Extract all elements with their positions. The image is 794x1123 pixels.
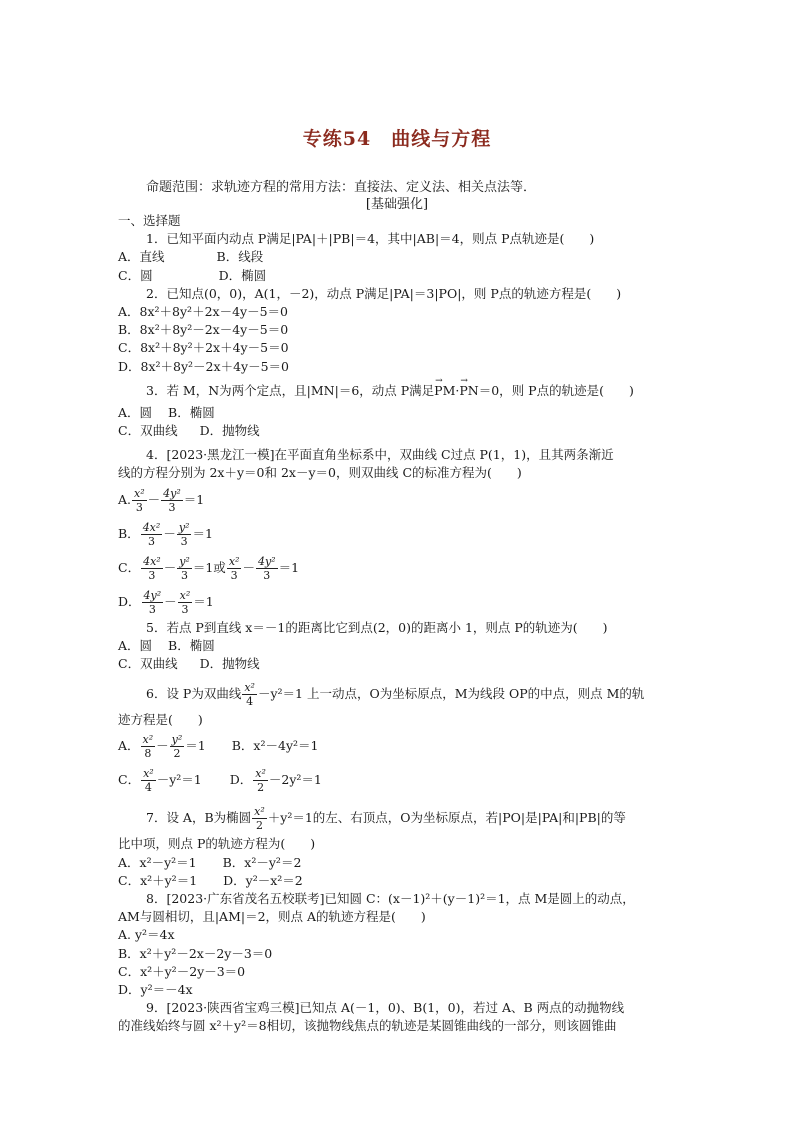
- q8-option-d: D．y²＝－4x: [118, 981, 193, 997]
- question-6-stem-line-1: 6．设 P为双曲线 $\frac{\text{x²}}{4}$ －y²＝1 上一动点，O为坐标原点，M为线段 OP的中点，则点 M的轨: [146, 681, 645, 709]
- question-6-options-cd: C． $\frac{\text{x²}}{4}$ －y²＝1 D． $\frac{\text{x²}}{2}$ －2y²＝1: [118, 767, 322, 795]
- question-3-stem: [118, 382, 678, 400]
- question-6-options-ab: A． $\frac{\text{x²}}{8}$ － $\frac{\text{y²}}{2}$ ＝1 B．x²－4y²＝1: [118, 733, 319, 761]
- question-3-options-ab: [118, 404, 678, 422]
- part-heading: 一、选择题: [118, 213, 181, 228]
- vector-pm: → PM: [434, 382, 455, 400]
- q7-option-b: B．x²－y²＝2: [222, 854, 302, 870]
- fraction: $\frac{\text{y²}}{2}$: [171, 733, 183, 761]
- question-5-stem: 5．若点 P到直线 x＝－1的距离比它到点(2，0)的距离小 1，则点 P的轨迹为( ): [146, 619, 608, 635]
- question-1-stem: 1．已知平面内动点 P满足|PA|＋|PB|＝4，其中|AB|＝4，则点 P点轨迹是( ): [146, 231, 595, 247]
- q7-option-a: A．x²－y²＝1: [118, 854, 197, 870]
- question-3-options-cd: [118, 422, 678, 440]
- q5-option-a: A．圆: [118, 637, 153, 653]
- fraction: $\frac{\text{x²}}{4}$: [244, 681, 255, 709]
- q6-option-b: B．x²－4y²＝1: [231, 738, 319, 754]
- question-7-options-ab: [118, 854, 678, 872]
- q2-option-d: D．8x²＋8y²－2x＋4y－5＝0: [118, 358, 289, 374]
- q6-option-d-label: D．: [229, 772, 253, 788]
- q2-option-b: B．8x²＋8y²－2x－4y－5＝0: [118, 322, 289, 338]
- question-4-stem-line-1: 4．[2023·黑龙江一模]在平面直角坐标系中，双曲线 C过点 P(1，1)，且其两条渐近: [146, 447, 614, 463]
- fraction: $\frac{\text{4x²}}{3}$: [142, 520, 161, 548]
- fraction: $\frac{\text{4y²}}{3}$: [163, 486, 181, 514]
- q2-option-c: C．8x²＋8y²＋2x＋4y－5＝0: [118, 340, 289, 356]
- q4-option-b-label: B．: [118, 525, 140, 541]
- q1-option-b: B．线段: [216, 249, 264, 265]
- question-7-options-cd: [118, 872, 678, 890]
- q8-option-c: C．x²＋y²－2y－3＝0: [118, 963, 246, 979]
- question-list: [118, 212, 678, 1035]
- q3-option-d: D．抛物线: [199, 423, 260, 439]
- question-4-stem-line-2: 线的方程分别为 2x＋y＝0和 2x－y＝0，则双曲线 C的标准方程为( ): [118, 465, 522, 481]
- q3-option-b: B．椭圆: [168, 404, 215, 420]
- fraction: $\frac{\text{x²}}{3}$: [228, 554, 240, 582]
- question-9-stem-line-2: 的准线始终与圆 x²＋y²＝8相切，该抛物线焦点的轨迹是某圆锥曲线的一部分，则该圆锥曲: [118, 1018, 617, 1034]
- q4-option-a-label: A.: [118, 491, 132, 507]
- fraction: $\frac{\text{y²}}{3}$: [178, 520, 190, 548]
- q1-option-d: D．椭圆: [218, 267, 267, 283]
- question-8-stem-line-1: 8．[2023·广东省茂名五校联考]已知圆 C：(x－1)²＋(y－1)²＝1，点 M是圆上的动点，: [146, 890, 635, 906]
- fraction: $\frac{\text{x²}}{2}$: [255, 767, 266, 795]
- question-2-stem: 2．已知点(0，0)，A(1，－2)，动点 P满足|PA|＝3|PO|，则 P点的轨迹方程是( ): [146, 285, 622, 301]
- q6-option-c-label: C．: [118, 772, 141, 788]
- question-7-stem-line-1: 7．设 A，B为椭圆 $\frac{\text{x²}}{2}$ ＋y²＝1的左、右顶点，O为坐标原点，若|PO|是|PA|和|PB|的等: [146, 805, 626, 833]
- fraction: $\frac{\text{y²}}{3}$: [179, 554, 190, 582]
- q4-option-b: B． $\frac{\text{4x²}}{3}$ － $\frac{\text{y²}}{3}$ ＝1: [118, 520, 213, 548]
- q7-option-d: D．y²－x²＝2: [223, 872, 303, 888]
- fraction: $\frac{\text{x²}}{4}$: [143, 767, 154, 795]
- q2-option-a: A．8x²＋8y²＋2x－4y－5＝0: [118, 303, 288, 319]
- section-label: [基础强化]: [365, 197, 429, 212]
- fraction: $\frac{\text{4y²}}{3}$: [257, 554, 276, 582]
- q5-option-b: B．椭圆: [168, 637, 215, 653]
- vector-pn: → PN: [459, 382, 478, 400]
- q5-option-c: C．双曲线: [118, 656, 178, 671]
- fraction: $\frac{\text{x²}}{3}$: [179, 588, 191, 616]
- q4-option-c: C． $\frac{\text{4x²}}{3}$ － $\frac{\text{y²}}{3}$ ＝1或 $\frac{\text{x²}}{3}$ － $\frac{\text{4y²}}{3}$ ＝1: [118, 554, 300, 582]
- q4-option-a: A. $\frac{\text{x²}}{3}$ － $\frac{\text{4y²}}{3}$ ＝1: [118, 486, 205, 514]
- q1-option-a: A．直线: [118, 249, 165, 265]
- q3-stem-part-a: 3．若 M，N为两个定点，且|MN|＝6，动点 P满足: [146, 382, 435, 398]
- fraction: $\frac{\text{x²}}{3}$: [134, 486, 145, 514]
- q3-stem-part-b: ＝0，则 P点的轨迹是( ): [478, 382, 634, 398]
- q3-option-c: C．双曲线: [118, 423, 178, 439]
- fraction: $\frac{\text{4y²}}{3}$: [143, 588, 162, 616]
- q4-option-d: D． $\frac{\text{4y²}}{3}$ － $\frac{\text{x²}}{3}$ ＝1: [118, 588, 214, 616]
- scope-statement: 命题范围：求轨迹方程的常用方法：直接法、定义法、相关点法等．: [146, 180, 537, 195]
- dot-product-symbol: ·: [455, 382, 460, 398]
- question-5-options-ab: [118, 637, 678, 655]
- q8-option-b: B．x²＋y²－2x－2y－3＝0: [118, 945, 273, 961]
- question-1-options-cd: [118, 267, 678, 285]
- question-5-options-cd: [118, 655, 678, 673]
- fraction: $\frac{\text{x²}}{2}$: [254, 805, 265, 833]
- q4-option-c-label: C．: [118, 559, 141, 575]
- q5-option-d: D．抛物线: [199, 656, 260, 671]
- question-9-stem-line-1: 9．[2023·陕西省宝鸡三模]已知点 A(－1，0)、B(1，0)，若过 A、B 两点的动抛物线: [146, 1000, 625, 1016]
- fraction: $\frac{\text{4x²}}{3}$: [143, 554, 161, 582]
- q6-option-a-label: A．: [118, 738, 140, 754]
- q3-option-a: A．圆: [118, 404, 153, 420]
- fraction: $\frac{\text{x²}}{8}$: [142, 733, 154, 761]
- q1-option-c: C．圆: [118, 267, 153, 283]
- page-title: 专练54 曲线与方程: [302, 128, 492, 150]
- question-1-options-ab: [118, 248, 678, 266]
- question-7-stem-line-2: 比中项，则点 P的轨迹方程为( ): [118, 836, 316, 852]
- q7-option-c: C．x²＋y²＝1: [118, 872, 198, 888]
- q8-option-a: A. y²＝4x: [118, 927, 175, 943]
- q4-option-d-label: D．: [118, 593, 141, 609]
- question-6-stem-line-2: 迹方程是( ): [118, 712, 203, 728]
- question-8-stem-line-2: AM与圆相切，且|AM|＝2，则点 A的轨迹方程是( ): [118, 909, 426, 925]
